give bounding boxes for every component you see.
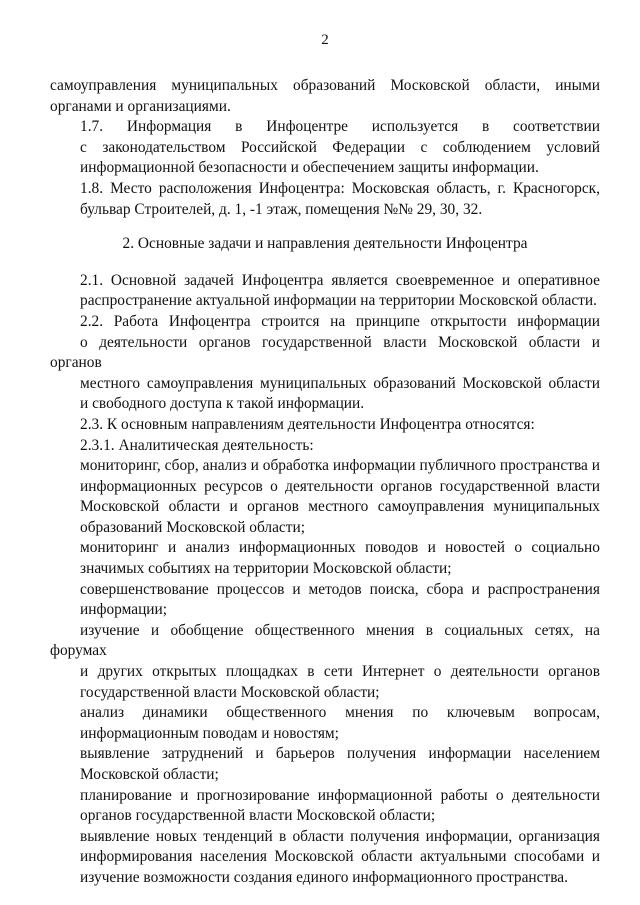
text-line: планирование и прогнозирование информационной работы о деятельности	[80, 786, 600, 804]
text-line: с законодательством Российской Федерации с соблюдением условий	[80, 138, 600, 156]
paragraph-p14	[50, 786, 600, 827]
text-line: Московской области и органов местного самоуправления муниципальных	[80, 498, 600, 516]
text-line: изучение и обобщение общественного мнения в социальных сетях, на форумах	[50, 621, 600, 660]
text-line: местного самоуправления муниципальных образований Московской области	[80, 374, 600, 392]
text-line: информирования населения Московской области актуальными способами и	[80, 848, 600, 866]
paragraph-p7	[50, 436, 600, 457]
text-line: бульвар Строителей, д. 1, -1 этаж, помещения №№ 29, 30, 32.	[80, 200, 483, 218]
top-paragraphs	[50, 76, 600, 220]
text-line: информационных ресурсов о деятельности органов государственной власти	[80, 477, 600, 495]
paragraph-p4	[50, 271, 600, 312]
text-line: о деятельности органов государственной власти Московской области и органов	[50, 333, 600, 372]
text-line: мониторинг и анализ информационных поводов и новостей о социально	[80, 539, 600, 557]
text-line: информационным поводам и новостям;	[80, 724, 339, 742]
text-line: 1.8. Место расположения Инфоцентра: Московская область, г. Красногорск,	[80, 179, 600, 197]
text-line: 1.7. Информация в Инфоцентре используется в соответствии	[80, 118, 600, 136]
page-number: 2	[321, 32, 329, 48]
paragraph-p6	[50, 415, 600, 436]
document-page	[50, 30, 600, 889]
paragraph-p2	[50, 117, 600, 179]
text-line: анализ динамики общественного мнения по ключевым вопросам,	[80, 704, 600, 722]
text-line: 2.1. Основной задачей Инфоцентра является своевременное и оперативное	[80, 271, 600, 289]
text-line: самоуправления муниципальных образований Московской области, иными	[50, 77, 600, 94]
text-line: органами и организациями.	[50, 97, 231, 115]
text-line: 2.3.1. Аналитическая деятельность:	[80, 436, 314, 454]
paragraph-p10	[50, 580, 600, 621]
text-line: и свободного доступа к такой информации.	[80, 395, 365, 413]
text-line: информации;	[80, 601, 168, 619]
text-line: значимых событиях на территории Московской области;	[80, 560, 452, 578]
text-line: государственной власти Московской области;	[80, 683, 380, 701]
text-line: Московской области;	[80, 766, 219, 783]
text-line: образований Московской области;	[80, 518, 305, 536]
paragraph-p9	[50, 538, 600, 579]
text-line: выявление затруднений и барьеров получения информации населением	[80, 745, 600, 763]
text-line: выявление новых тенденций в области получения информации, организация	[80, 827, 600, 845]
text-line: 2.3. К основным направлениям деятельности Инфоцентра относятся:	[80, 415, 535, 433]
paragraph-p15	[50, 827, 600, 889]
text-line: изучение возможности создания единого информационного пространства.	[80, 868, 568, 886]
text-line: мониторинг, сбор, анализ и обработка информации публичного пространства и	[80, 457, 600, 475]
bottom-paragraphs	[50, 271, 600, 889]
paragraph-p12	[50, 703, 600, 744]
section-heading: 2. Основные задачи и направления деятельности Инфоцентра	[122, 235, 528, 253]
text-line: информационной безопасности и обеспечением защиты информации.	[80, 159, 539, 177]
paragraph-p5	[50, 312, 600, 415]
paragraph-p1	[50, 76, 600, 117]
paragraph-p13	[50, 744, 600, 785]
paragraph-p8	[50, 456, 600, 538]
text-line: органов государственной власти Московской области;	[80, 807, 436, 825]
text-line: и других открытых площадках в сети Интернет о деятельности органов	[80, 663, 600, 681]
text-line: 2.2. Работа Инфоцентра строится на принципе открытости информации	[80, 312, 600, 330]
text-line: распространение актуальной информации на территории Московской области.	[80, 292, 597, 310]
paragraph-p11	[50, 621, 600, 703]
text-line: совершенствование процессов и методов поиска, сбора и распространения	[80, 580, 600, 598]
paragraph-p3	[50, 179, 600, 220]
